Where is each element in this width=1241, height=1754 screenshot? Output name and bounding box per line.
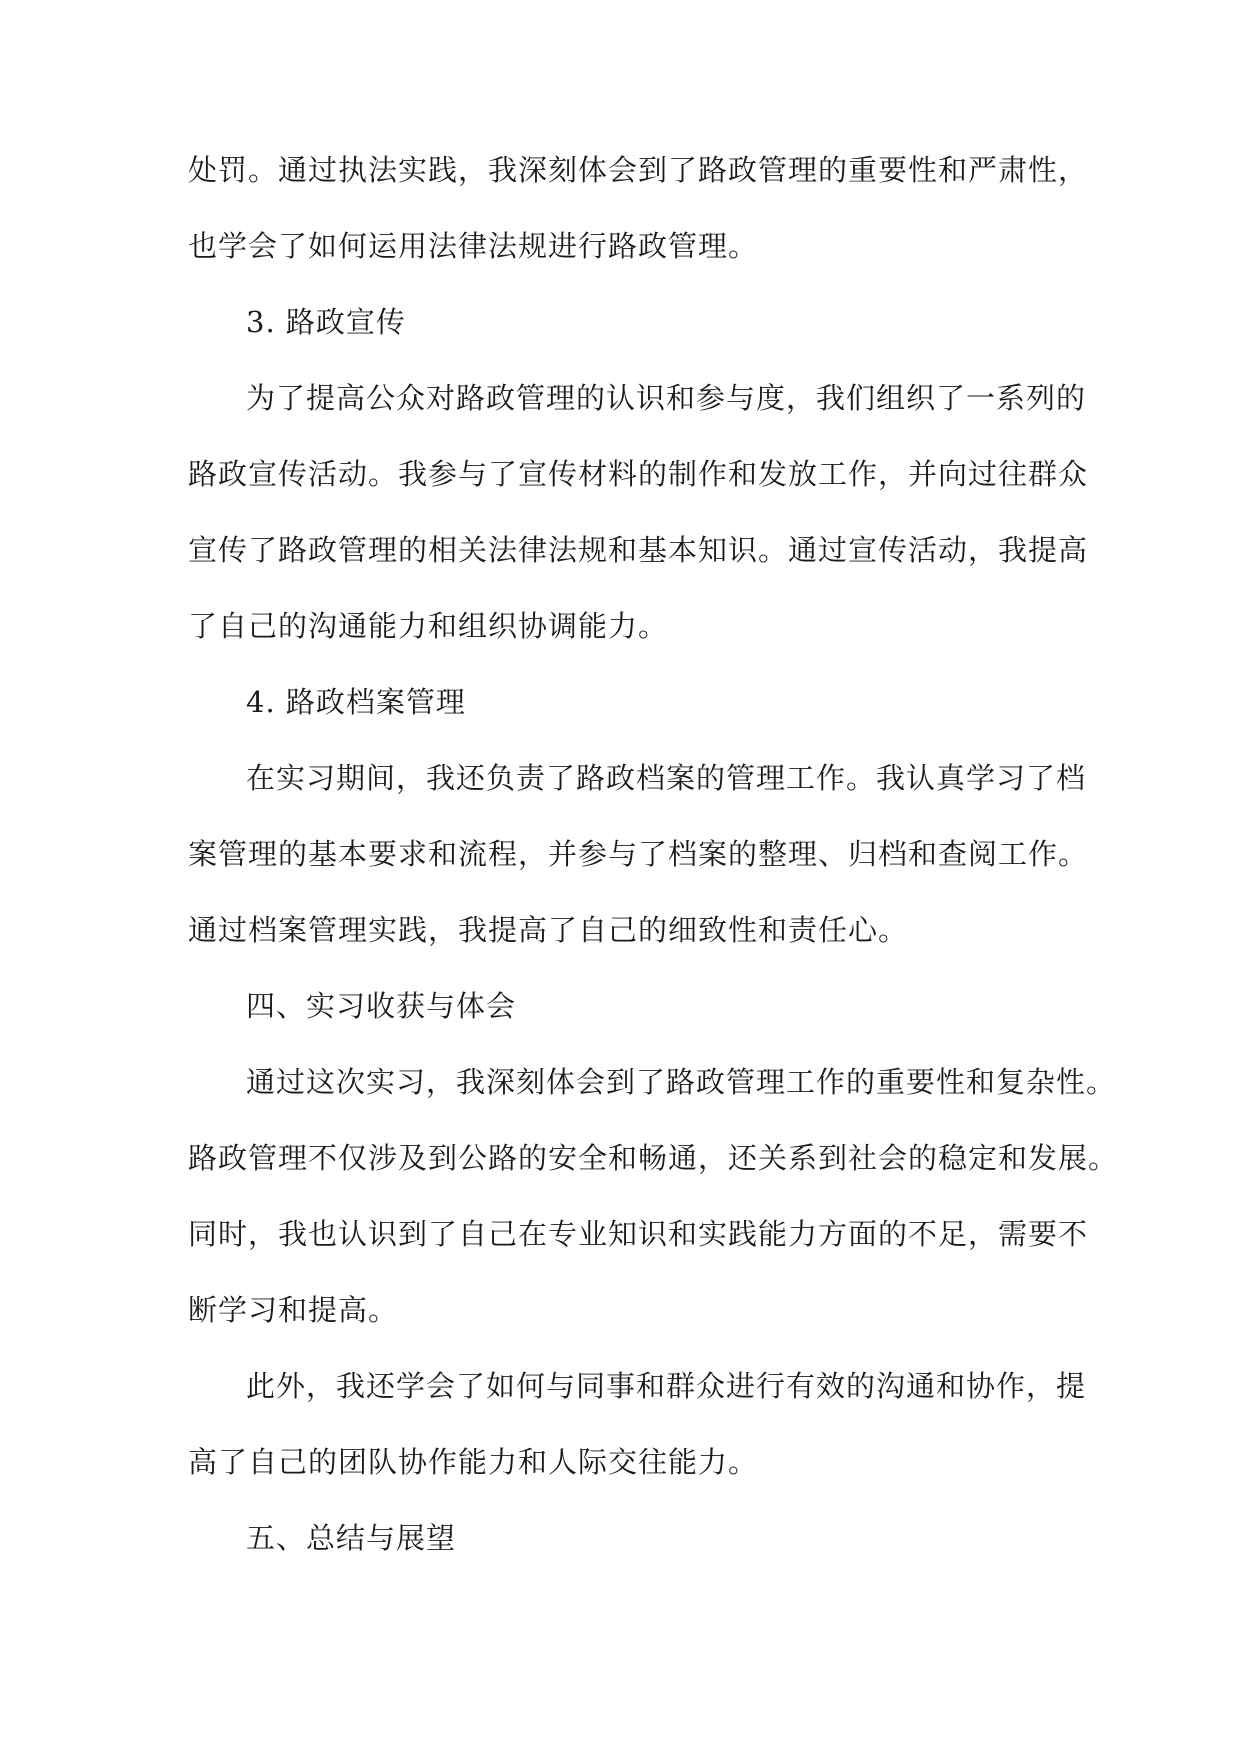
section-heading: 3. 路政宣传 (246, 305, 406, 339)
paragraph-line: 高了自己的团队协作能力和人际交往能力。 (188, 1445, 759, 1479)
section-heading: 四、实习收获与体会 (246, 989, 517, 1023)
paragraph-line: 也学会了如何运用法律法规进行路政管理。 (188, 229, 759, 263)
paragraph-line: 案管理的基本要求和流程，并参与了档案的整理、归档和查阅工作。 (188, 837, 1089, 871)
paragraph-line: 通过档案管理实践，我提高了自己的细致性和责任心。 (188, 913, 909, 947)
paragraph-line: 此外，我还学会了如何与同事和群众进行有效的沟通和协作，提 (246, 1369, 1087, 1403)
paragraph-line: 同时，我也认识到了自己在专业知识和实践能力方面的不足，需要不 (188, 1217, 1089, 1251)
paragraph-line: 处罚。通过执法实践，我深刻体会到了路政管理的重要性和严肃性， (188, 153, 1089, 187)
section-heading: 4. 路政档案管理 (246, 685, 466, 719)
paragraph-line: 在实习期间，我还负责了路政档案的管理工作。我认真学习了档 (246, 761, 1087, 795)
paragraph-line: 断学习和提高。 (188, 1293, 399, 1327)
paragraph-line: 路政管理不仅涉及到公路的安全和畅通，还关系到社会的稳定和发展。 (188, 1141, 1119, 1175)
section-heading: 五、总结与展望 (246, 1521, 457, 1555)
paragraph-line: 路政宣传活动。我参与了宣传材料的制作和发放工作，并向过往群众 (188, 457, 1089, 491)
paragraph-line: 宣传了路政管理的相关法律法规和基本知识。通过宣传活动，我提高 (188, 533, 1089, 567)
paragraph-line: 了自己的沟通能力和组织协调能力。 (188, 609, 669, 643)
paragraph-line: 通过这次实习，我深刻体会到了路政管理工作的重要性和复杂性。 (246, 1065, 1117, 1099)
paragraph-line: 为了提高公众对路政管理的认识和参与度，我们组织了一系列的 (246, 381, 1087, 415)
